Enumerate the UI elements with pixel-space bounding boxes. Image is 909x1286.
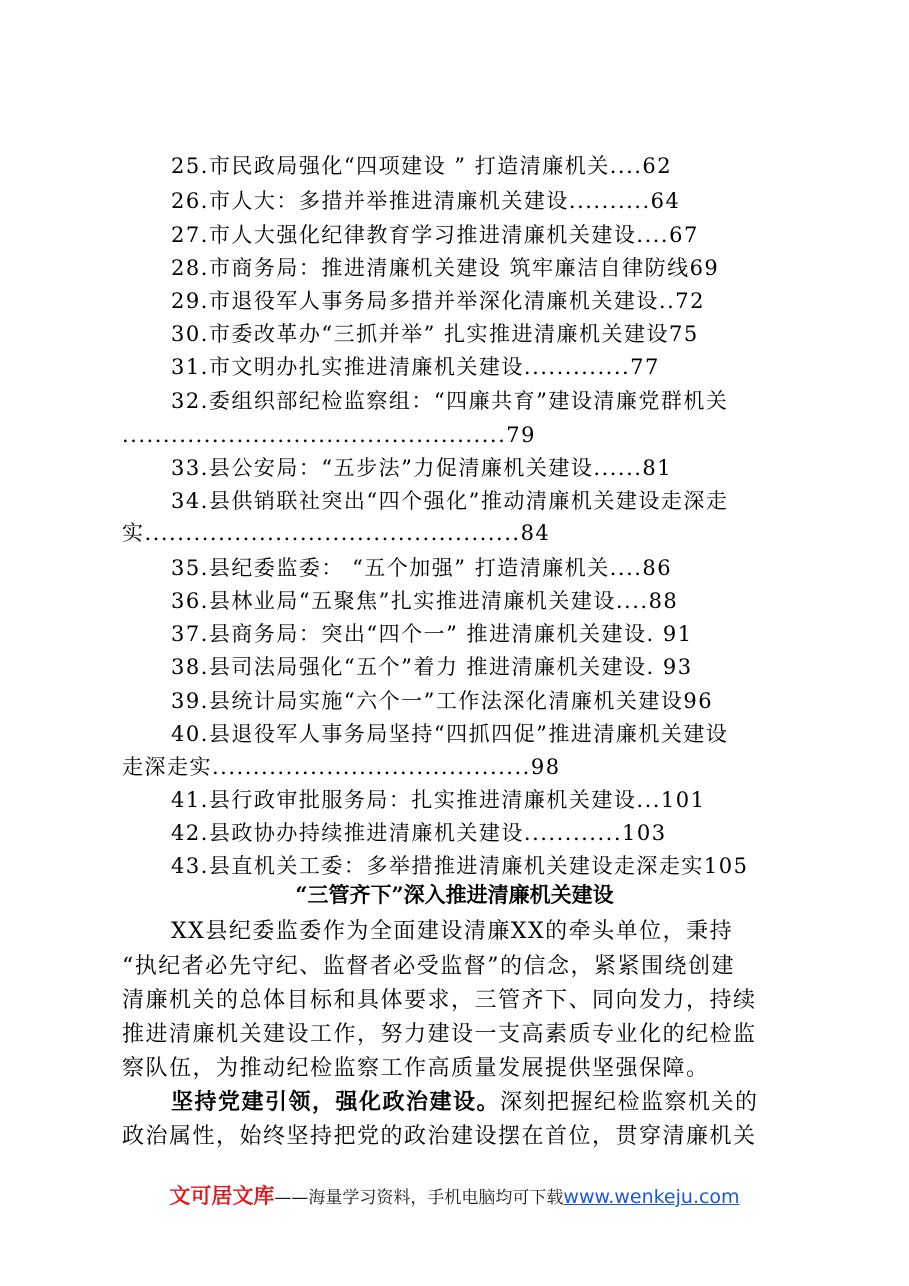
toc-entry-continuation: 走深走实.......................................98	[122, 755, 561, 779]
toc-entry: 40.县退役军人事务局坚持“四抓四促”推进清廉机关建设	[171, 722, 729, 746]
paragraph-line: 清廉机关的总体目标和具体要求，三管齐下、同向发力，持续	[122, 988, 757, 1013]
toc-entry: 38.县司法局强化“五个”着力 推进清廉机关建设. 93	[171, 655, 693, 679]
paragraph-line: 察队伍，为推动纪检监察工作高质量发展提供坚强保障。	[122, 1056, 710, 1081]
toc-entry: 34.县供销联社突出“四个强化”推动清廉机关建设走深走	[171, 489, 729, 513]
toc-entry: 36.县林业局“五聚焦”扎实推进清廉机关建设....88	[171, 589, 679, 613]
article-title: “三管齐下”深入推进清廉机关建设	[295, 882, 614, 907]
paragraph-lead-bold: 坚持党建引领，强化政治建设。	[171, 1090, 501, 1115]
toc-entry: 30.市委改革办“三抓并举” 扎实推进清廉机关建设75	[171, 322, 699, 346]
footer-dash: ——	[274, 1188, 309, 1208]
toc-entry: 33.县公安局：“五步法”力促清廉机关建设......81	[171, 456, 673, 480]
footer-brand: 文可居文库	[169, 1184, 275, 1208]
toc-entry: 37.县商务局：突出“四个一” 推进清廉机关建设. 91	[171, 622, 693, 646]
paragraph-line: 推进清廉机关建设工作，努力建设一支高素质专业化的纪检监	[122, 1022, 757, 1047]
footer-text: 海量学习资料，手机电脑均可下载	[308, 1188, 564, 1208]
toc-entry: 27.市人大强化纪律教育学习推进清廉机关建设....67	[171, 223, 699, 247]
toc-entry: 41.县行政审批服务局：扎实推进清廉机关建设...101	[171, 788, 706, 812]
toc-entry: 42.县政协办持续推进清廉机关建设............103	[171, 821, 667, 845]
toc-entry: 26.市人大：多措并举推进清廉机关建设..........64	[171, 189, 681, 213]
toc-entry: 31.市文明办扎实推进清廉机关建设.............77	[171, 355, 660, 379]
footer-link[interactable]: www.wenkeju.com	[563, 1186, 740, 1208]
paragraph-line: XX县纪委监委作为全面建设清廉XX的牵头单位，秉持	[171, 919, 734, 944]
paragraph-line	[171, 1086, 759, 1120]
toc-entry: 39.县统计局实施“六个一”工作法深化清廉机关建设96	[171, 689, 714, 713]
paragraph-line: “执纪者必先守纪、监督者必受监督”的信念，紧紧围绕创建	[122, 954, 735, 979]
toc-entry-continuation: ...............................................79	[122, 423, 536, 447]
toc-entry-continuation: 实..............................................84	[122, 521, 551, 545]
paragraph-text: 深刻把握纪检监察机关的	[500, 1090, 759, 1115]
toc-entry: 28.市商务局：推进清廉机关建设 筑牢廉洁自律防线69	[171, 256, 720, 280]
toc-entry: 35.县纪委监委： “五个加强” 打造清廉机关....86	[171, 556, 673, 580]
toc-entry: 32.委组织部纪检监察组：“四廉共育”建设清廉党群机关	[171, 389, 729, 413]
paragraph-line: 政治属性，始终坚持把党的政治建设摆在首位，贯穿清廉机关	[122, 1124, 757, 1149]
toc-entry: 25.市民政局强化“四项建设 ” 打造清廉机关....62	[171, 154, 673, 178]
toc-entry: 43.县直机关工委：多举措推进清廉机关建设走深走实105	[171, 854, 749, 878]
footer-banner	[0, 1182, 909, 1212]
toc-entry: 29.市退役军人事务局多措并举深化清廉机关建设..72	[171, 289, 705, 313]
